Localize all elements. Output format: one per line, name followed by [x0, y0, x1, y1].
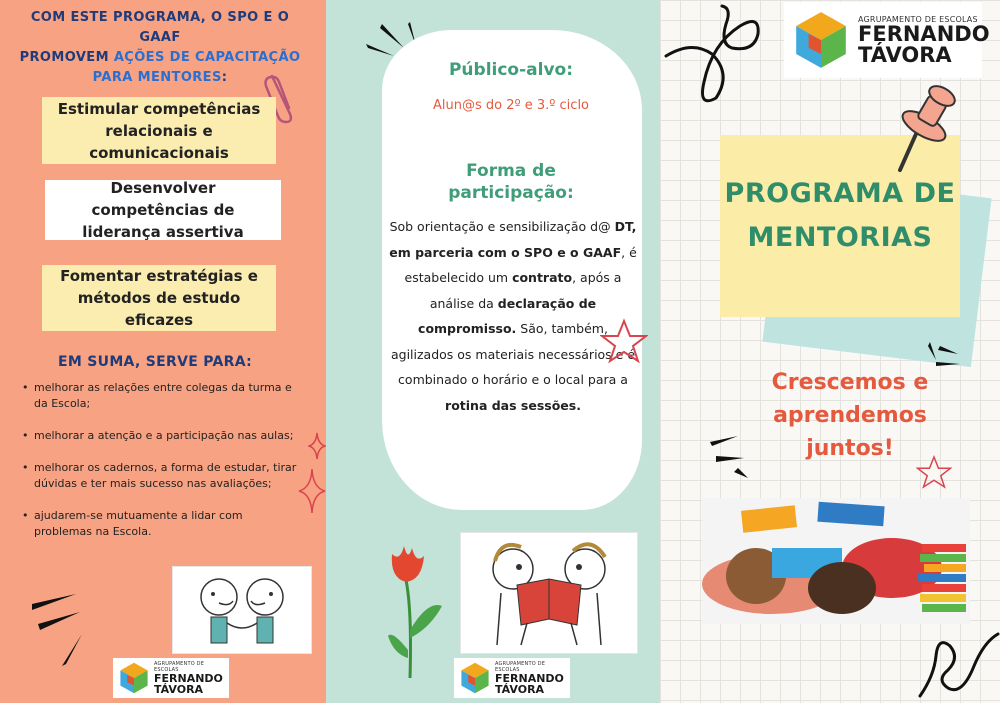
kids-talking-image [172, 566, 312, 654]
list-item: • melhorar a atenção e a participação nas aulas; [22, 428, 297, 444]
left-panel [0, 0, 326, 703]
kids-reading-image [460, 532, 638, 654]
kids-lying-reading-photo [702, 498, 970, 624]
decorative-strokes-icon [28, 590, 88, 670]
summary-title: EM SUMA, SERVE PARA: [58, 354, 253, 370]
star-icon [600, 318, 648, 364]
sparkle-icon [298, 468, 326, 514]
loop-scribble-icon [662, 4, 772, 114]
summary-list [22, 380, 297, 556]
school-logo: AGRUPAMENTO DE ESCOLAS FERNANDO TÁVORA [113, 658, 229, 698]
program-title: PROGRAMA DE MENTORIAS [724, 178, 956, 253]
logo-cube-icon [790, 9, 852, 71]
school-logo-main: AGRUPAMENTO DE ESCOLAS FERNANDO TÁVORA [784, 2, 982, 78]
list-item: • melhorar as relações entre colegas da turma e da Escola; [22, 380, 297, 412]
list-item: • melhorar os cadernos, a forma de estudar, tirar dúvidas e ter mais sucesso nas avaliações; [22, 460, 297, 492]
right-panel [660, 0, 1000, 703]
goal-box-3: Fomentar estratégias e métodos de estudo eficazes [42, 265, 276, 331]
star-icon [916, 454, 952, 490]
logo-cube-icon [458, 661, 492, 695]
school-logo: AGRUPAMENTO DE ESCOLAS FERNANDO TÁVORA [454, 658, 570, 698]
goal-box-2: Desenvolver competências de liderança assertiva [45, 180, 281, 240]
left-heading: COM ESTE PROGRAMA, O SPO E O GAAF PROMOVEM AÇÕES DE CAPACITAÇÃO PARA MENTORES: [19, 10, 301, 85]
list-item: • ajudarem-se mutuamente a lidar com problemas na Escola. [22, 508, 297, 540]
pushpin-icon [888, 82, 960, 174]
middle-panel [326, 0, 660, 703]
audience-value: Alun@s do 2º e 3.º ciclo [432, 98, 590, 113]
burst-strokes-icon [924, 338, 964, 368]
sparkle-icon [308, 432, 326, 460]
participation-title: Forma de participação: [448, 161, 574, 203]
goal-box-1: Estimular competências relacionais e comunicacionais [42, 97, 276, 164]
audience-title: Público-alvo: [448, 60, 574, 80]
motto: Crescemos e aprendemos juntos! [771, 370, 929, 461]
participation-text: Sob orientação e sensibilização d@ DT, em parceria com o SPO e o GAAF, é estabelecido um contrato, após a análise da declaração de compromisso. São, também, agilizados os materiais necessários e é combinado o horário e o local para a rotina das sessões. [389, 219, 637, 413]
logo-cube-icon [117, 661, 151, 695]
loop-scribble-icon [914, 626, 1000, 703]
tulip-icon [386, 540, 446, 680]
